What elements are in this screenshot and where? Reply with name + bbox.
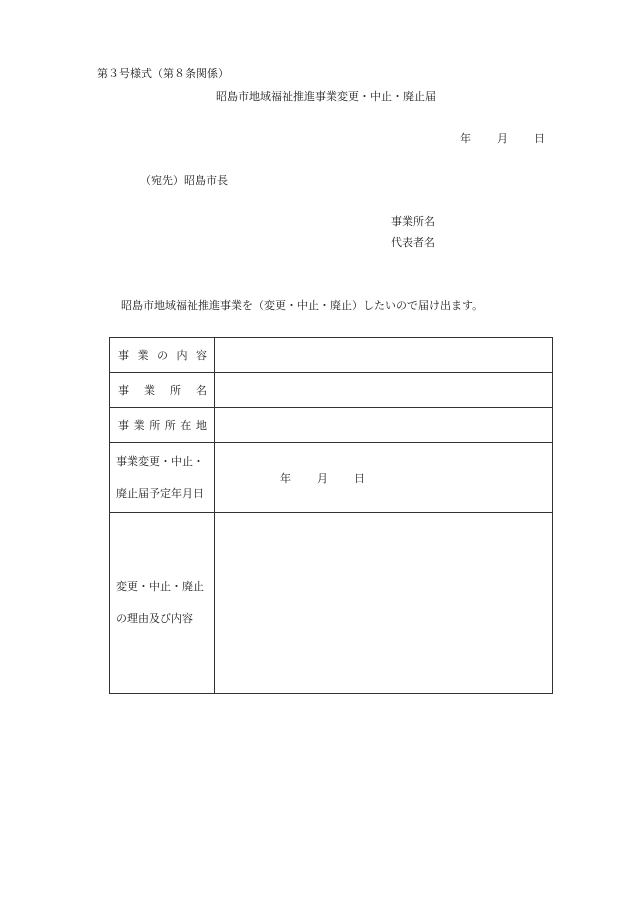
document-title: 昭島市地域福祉推進事業変更・中止・廃止届 bbox=[216, 90, 436, 103]
input-business-content[interactable] bbox=[215, 338, 553, 373]
input-office-name[interactable] bbox=[215, 373, 553, 408]
label-char: 事 bbox=[118, 383, 129, 397]
label-reason bbox=[110, 513, 215, 694]
planned-month-label: 月 bbox=[317, 471, 328, 485]
table-row-business-content bbox=[110, 338, 553, 373]
submission-date bbox=[460, 133, 545, 144]
application-form-table bbox=[109, 337, 553, 694]
label-char: の bbox=[157, 348, 168, 362]
form-number: 第３号様式（第８条関係） bbox=[97, 67, 229, 80]
label-reason-line2: の理由及び内容 bbox=[116, 612, 193, 625]
addressee: （宛先）昭島市長 bbox=[140, 174, 228, 187]
date-month-label: 月 bbox=[497, 132, 508, 145]
planned-year-label: 年 bbox=[280, 471, 291, 485]
input-office-location[interactable] bbox=[215, 408, 553, 443]
label-char: 所 bbox=[164, 418, 176, 432]
label-char: 事 bbox=[118, 348, 129, 362]
table-row-office-name bbox=[110, 373, 553, 408]
label-char: 内 bbox=[176, 348, 188, 362]
table-row-reason bbox=[110, 513, 553, 694]
label-char: 所 bbox=[149, 418, 161, 432]
label-char: 在 bbox=[180, 418, 192, 432]
label-char: 所 bbox=[170, 383, 181, 397]
declaration-statement: 昭島市地域福祉推進事業を（変更・中止・廃止）したいので届け出ます。 bbox=[121, 299, 484, 312]
label-business-content bbox=[110, 338, 215, 373]
representative-name-label: 代表者名 bbox=[391, 236, 435, 249]
input-planned-date[interactable] bbox=[215, 443, 553, 513]
label-char: 業 bbox=[144, 383, 155, 397]
label-office-location bbox=[110, 408, 215, 443]
label-planned-date-line1: 事業変更・中止・ bbox=[116, 454, 204, 468]
office-name-label: 事業所名 bbox=[391, 215, 435, 228]
table-row-office-location bbox=[110, 408, 553, 443]
label-char: 事 bbox=[118, 418, 129, 432]
table-row-planned-date bbox=[110, 443, 553, 513]
input-reason[interactable] bbox=[215, 513, 553, 694]
date-day-label: 日 bbox=[534, 132, 545, 145]
label-planned-date-line2: 廃止届予定年月日 bbox=[116, 486, 204, 500]
label-office-name bbox=[110, 373, 215, 408]
label-char: 業 bbox=[137, 348, 149, 362]
label-char: 容 bbox=[196, 348, 207, 362]
label-char: 業 bbox=[133, 418, 145, 432]
label-planned-date bbox=[110, 443, 215, 513]
label-char: 地 bbox=[195, 418, 207, 432]
label-reason-line1: 変更・中止・廃止 bbox=[116, 580, 204, 593]
label-char: 名 bbox=[196, 383, 207, 397]
date-year-label: 年 bbox=[460, 132, 471, 145]
planned-day-label: 日 bbox=[354, 471, 365, 485]
